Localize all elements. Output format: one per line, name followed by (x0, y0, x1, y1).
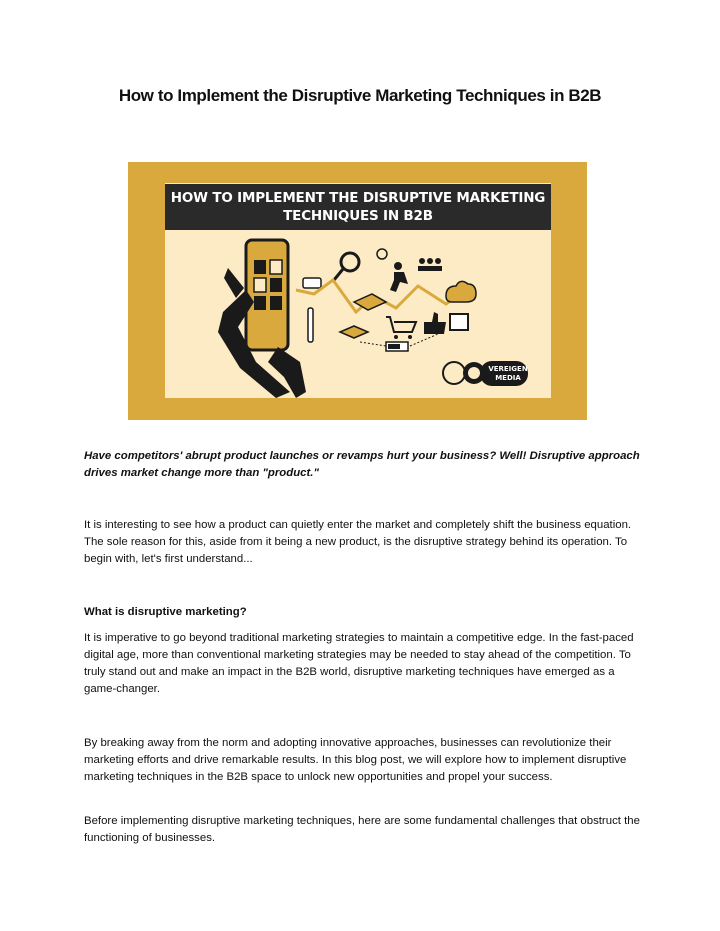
phone-hand-icon (218, 240, 306, 398)
hero-image (128, 162, 587, 420)
thumbs-up-icon (424, 312, 446, 334)
lead-paragraph: Have competitors' abrupt product launches or revamps hurt your business? Well! Disruptive approach drives market change more than "product." (84, 450, 640, 479)
team-icon (418, 258, 442, 271)
cart-icon (386, 317, 416, 339)
intro-paragraph: It is interesting to see how a product can quietly enter the market and completely shift the business equation. The sole reason for this, aside from it being a new product, is the disruptive strategy behind its operation. To begin with, let's first understand... (84, 519, 632, 565)
section-heading: What is disruptive marketing? (84, 606, 247, 618)
chat-icon (303, 278, 321, 288)
section-paragraph-1: It is imperative to go beyond traditional marketing strategies to maintain a competitive edge. In the fast-paced digital age, more than conventional marketing strategies may be needed to stay ahead of the competition. To truly stand out and make an impact in the B2B world, disruptive marketing techniques have emerged as a game-changer. (84, 632, 634, 695)
page-title: How to Implement the Disruptive Marketing Techniques in B2B (118, 86, 602, 105)
box-icon (340, 326, 368, 338)
stopwatch-icon (377, 249, 387, 259)
logo-text-2: MEDIA (495, 374, 521, 382)
hero-banner-line-2: TECHNIQUES IN B2B (283, 208, 433, 224)
section-paragraph-3: Before implementing disruptive marketing techniques, here are some fundamental challenges that obstruct the functioning of businesses. (84, 815, 640, 844)
vereigen-media-logo (443, 361, 528, 386)
section-paragraph-2: By breaking away from the norm and adopting innovative approaches, businesses can revolutionize their marketing efforts and drive remarkable results. In this blog post, we will explore how to implement disruptive marketing techniques in the B2B space to unlock new opportunities and propel your success. (84, 737, 627, 783)
hero-illustration (128, 162, 587, 420)
image-icon (450, 314, 468, 330)
magnifier-icon (334, 253, 359, 280)
runner-icon (390, 262, 408, 292)
hero-banner-line-1: HOW TO IMPLEMENT THE DISRUPTIVE MARKETING (170, 190, 546, 206)
thermometer-icon (308, 308, 313, 342)
logo-text-1: VEREIGEN (488, 365, 528, 373)
cloud-icon (446, 281, 476, 302)
